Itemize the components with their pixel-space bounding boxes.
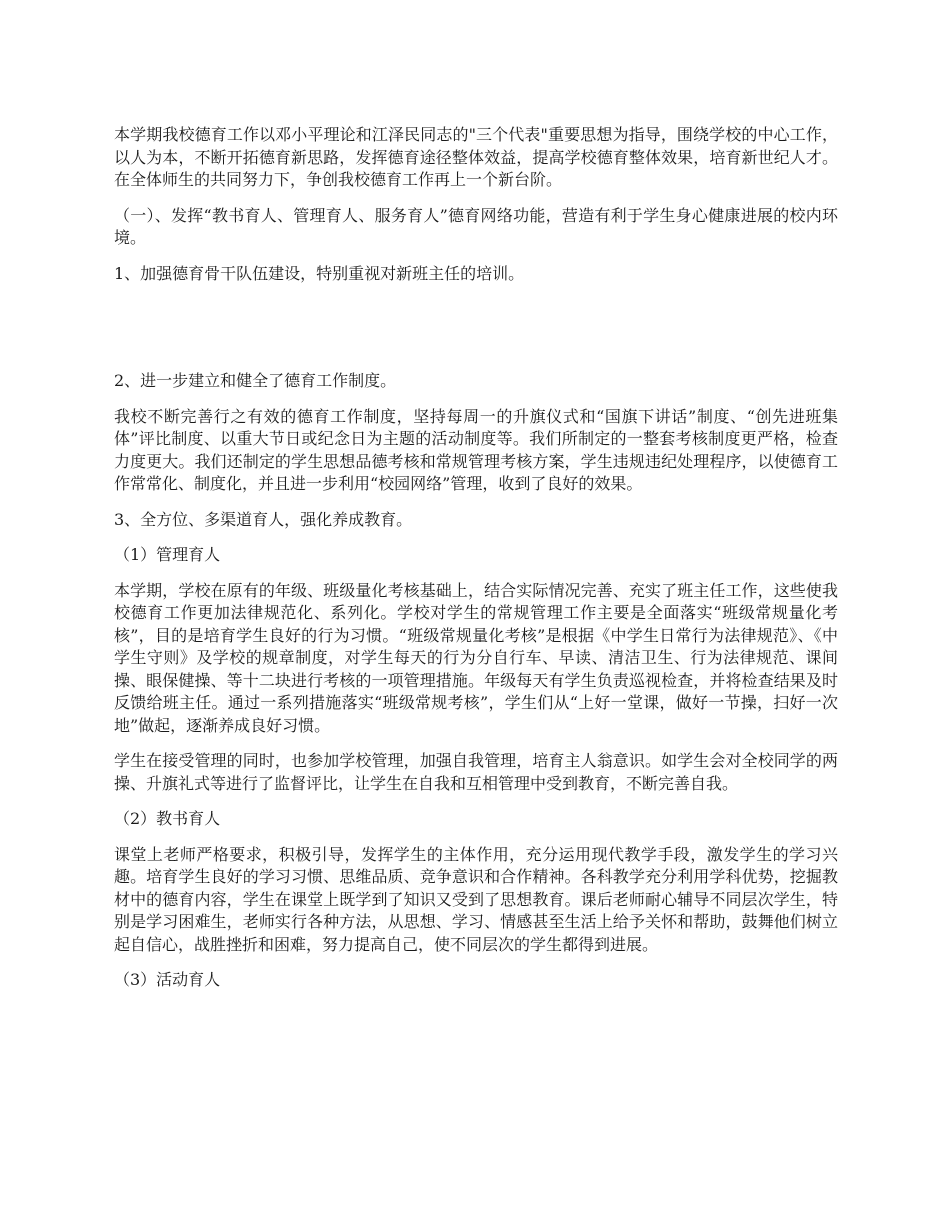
- teaching-paragraph: 课堂上老师严格要求，积极引导，发挥学生的主体作用，充分运用现代教学手段，激发学生的学习兴趣。培育学生良好的学习习惯、思维品质、竞争意识和合作精神。各科教学充分利用学科优势，挖掘教材中的德育内容，学生在课堂上既学到了知识又受到了思想教育。课后老师耐心辅导不同层次学生，特别是学习困难生，老师实行各种方法，从思想、学习、情感甚至生活上给予关怀和帮助，鼓舞他们树立起自信心，战胜挫折和困难，努力提高自己，使不同层次的学生都得到进展。: [114, 844, 838, 954]
- item-2-paragraph: 我校不断完善行之有效的德育工作制度，坚持每周一的升旗仪式和“国旗下讲话”制度、“创先进班集体”评比制度、以重大节日或纪念日为主题的活动制度等。我们所制定的一整套考核制度更严格，检查力度更大。我们还制定的学生思想品德考核和常规管理考核方案，学生违规违纪处理程序，以使德育工作常常化、制度化，并且进一步利用“校园网络”管理，收到了良好的效果。: [114, 406, 838, 493]
- item-2-heading: 2、进一步建立和健全了德育工作制度。: [114, 371, 397, 390]
- item-3-heading: 3、全方位、多渠道育人，强化养成教育。: [114, 509, 413, 529]
- section-one-heading: （一）、发挥“教书育人、管理育人、服务育人”德育网络功能，营造有利于学生身心健康进展的校内环境。: [114, 205, 838, 247]
- intro-paragraph: 本学期我校德育工作以邓小平理论和江泽民同志的"三个代表"重要思想为指导，围绕学校的中心工作，以人为本，不断开拓德育新思路，发挥德育途径整体效益，提高学校德育整体效果，培育新世纪人才。在全体师生的共同努力下，争创我校德育工作再上一个新台阶。: [114, 125, 838, 189]
- subsection-teaching-heading: （2）教书育人: [114, 809, 221, 828]
- document-page: [114, 124, 838, 992]
- subsection-management-heading: （1）管理育人: [114, 545, 221, 564]
- subsection-activity-heading: （3）活动育人: [114, 970, 221, 989]
- management-paragraph: 本学期，学校在原有的年级、班级量化考核基础上，结合实际情况完善、充实了班主任工作，这些使我校德育工作更加法律规范化、系列化。学校对学生的常规管理工作主要是全面落实“班级常规量化考核”，目的是培育学生良好的行为习惯。“班级常规量化考核”是根据《中学生日常行为法律规范》、《中学生守则》及学校的规章制度，对学生每天的行为分自行车、早读、清洁卫生、行为法律规范、课间操、眼保健操、等十二块进行考核的一项管理措施。年级每天有学生负责巡视检查，并将检查结果及时反馈给班主任。通过一系列措施落实“班级常规考核”，学生们从“上好一堂课，做好一节操，扫好一次地”做起，逐渐养成良好习惯。: [114, 580, 838, 735]
- self-management-paragraph: 学生在接受管理的同时，也参加学校管理，加强自我管理，培育主人翁意识。如学生会对全校同学的两操、升旗礼式等进行了监督评比，让学生在自我和互相管理中受到教育，不断完善自我。: [114, 751, 838, 793]
- item-1-heading: 1、加强德育骨干队伍建设，特别重视对新班主任的培训。: [114, 263, 525, 283]
